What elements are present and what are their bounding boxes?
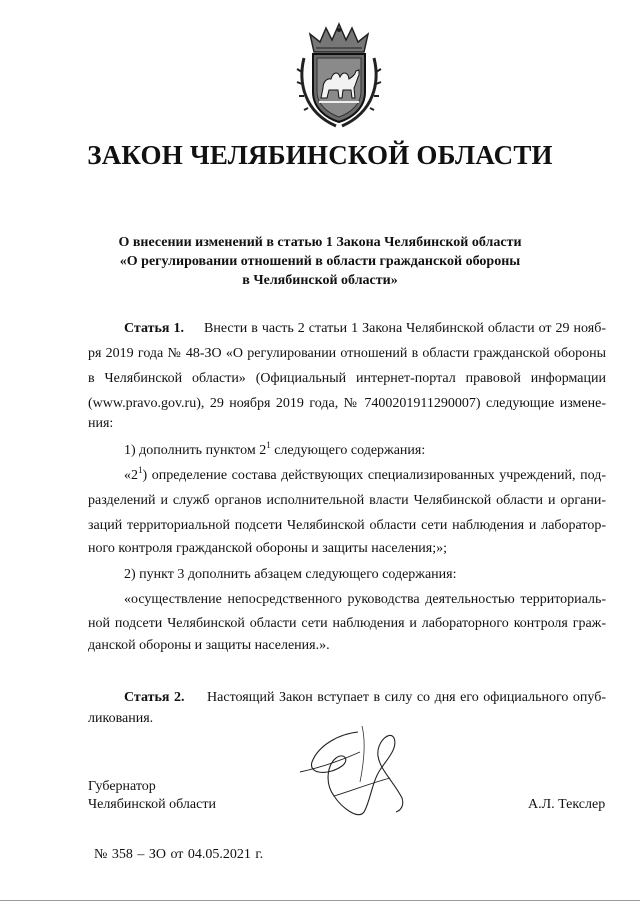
article-1-line: ния: [88, 416, 114, 431]
quote-1-line: разделений и служб органов исполнительной власти Челябинской области и органи- [88, 493, 606, 508]
subtitle-line-3: в Челябинской области» [242, 273, 398, 288]
item-1-text-end: следующего содержания: [270, 443, 426, 458]
subtitle-line-2: «О регулировании отношений в области гражданской обороны [119, 254, 521, 269]
article-1-line: в Челябинской области» (Официальный интернет-портал правовой информации [88, 371, 606, 386]
signatory-position-line-2: Челябинской области [88, 797, 216, 812]
quote-1-line: заций территориальной подсети Челябинской области сети наблюдения и лаборатор- [88, 518, 606, 533]
coat-of-arms-emblem [296, 22, 382, 130]
item-1-text: 1) дополнить пунктом 2 [124, 443, 267, 458]
signatory-position-line-1: Губернатор [88, 779, 156, 794]
subtitle-line-1: О внесении изменений в статью 1 Закона Челябинской области [118, 235, 522, 250]
amendment-item-2: 2) пункт 3 дополнить абзацем следующего содержания: [124, 567, 457, 582]
document-number: № 358 – ЗО от 04.05.2021 г. [94, 847, 264, 862]
quote-2-first-line: «осуществление непосредственного руководства деятельностью территориаль- [124, 592, 606, 607]
article-2-text-start: Настоящий Закон вступает в силу со дня его официального опуб- [207, 690, 606, 705]
article-1-label: Статья 1. [124, 321, 184, 336]
article-2-first-line [124, 690, 606, 706]
article-2-line: ликования. [88, 711, 154, 726]
article-1-line: (www.pravo.gov.ru), 29 ноября 2019 года, № 7400201911290007) следующие измене- [88, 396, 606, 411]
document-title: ЗАКОН ЧЕЛЯБИНСКОЙ ОБЛАСТИ [87, 140, 553, 170]
article-1-first-line [124, 321, 606, 337]
article-1-text-start: Внести в часть 2 статьи 1 Закона Челябинской области от 29 нояб- [203, 321, 607, 336]
quote-2-line: данской обороны и защиты населения.». [88, 638, 330, 653]
amendment-item-1 [124, 440, 606, 459]
quote-1-open: «2 [124, 468, 138, 483]
quote-2-line: ной подсети Челябинской области сети наблюдения и лабораторного контроля граж- [88, 616, 606, 631]
quote-1-text: ) определение состава действующих специализированных учреждений, под- [142, 468, 606, 483]
article-2-label: Статья 2. [124, 690, 185, 705]
article-1-line: ря 2019 года № 48-ЗО «О регулировании отношений в области гражданской обороны [88, 346, 606, 361]
scan-edge-line [0, 900, 640, 901]
signatory-name: А.Л. Текслер [528, 797, 606, 812]
quote-1-first-line [124, 465, 606, 484]
item-1-superscript: 1 [266, 440, 271, 450]
quote-1-superscript: 1 [138, 465, 143, 475]
handwritten-signature [298, 722, 416, 826]
document-subtitle [100, 233, 540, 290]
quote-1-line: ного контроля гражданской обороны и защиты населения;»; [88, 541, 448, 556]
